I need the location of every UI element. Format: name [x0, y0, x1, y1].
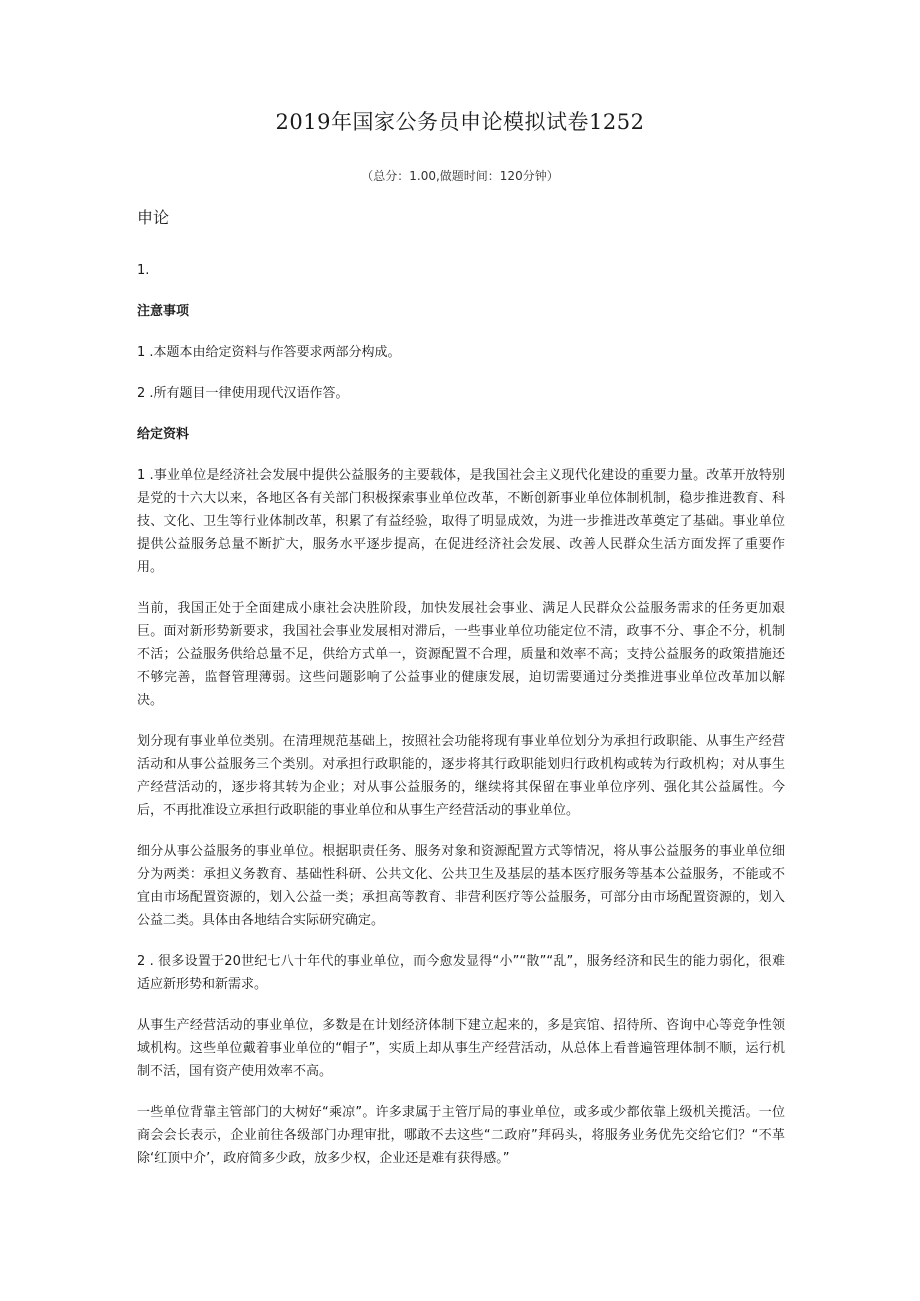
material-paragraph: 划分现有事业单位类别。在清理规范基础上，按照社会功能将现有事业单位划分为承担行政职能、从事生产经营活动和从事公益服务三个类别。对承担行政职能的，逐步将其行政职能划归行政机构或转为行政机构；对从事生产经营活动的，逐步将其转为企业；对从事公益服务的，继续将其保留在事业单位序列、强化其公益属性。今后，不再批准设立承担行政职能的事业单位和从事生产经营活动的事业单位。: [137, 734, 785, 818]
material-paragraph: 2 . 很多设置于20世纪七八十年代的事业单位，而今愈发显得“小”“散”“乱”，服务经济和民生的能力弱化，很难适应新形势和新需求。: [137, 954, 785, 992]
notice-heading: 注意事项: [137, 304, 190, 319]
material-paragraph: 1 .事业单位是经济社会发展中提供公益服务的主要载体，是我国社会主义现代化建设的重要力量。改革开放特别是党的十六大以来，各地区各有关部门积极探索事业单位改革，不断创新事业单位体制机制，稳步推进教育、科技、文化、卫生等行业体制改革，积累了有益经验，取得了明显成效，为进一步推进改革奠定了基础。事业单位提供公益服务总量不断扩大，服务水平逐步提高，在促进经济社会发展、改善人民群众生活方面发挥了重要作用。: [137, 468, 785, 575]
document-body: [137, 259, 785, 1188]
exam-meta: （总分：1.00,做题时间：120分钟）: [361, 169, 559, 183]
document-title: 2019年国家公务员申论模拟试卷1252: [275, 110, 645, 134]
materials-heading: 给定资料: [137, 427, 190, 442]
notice-item: 1 .本题本由给定资料与作答要求两部分构成。: [137, 345, 401, 360]
material-paragraph: 一些单位背靠主管部门的大树好“乘凉”。许多隶属于主管厅局的事业单位，或多或少都依靠上级机关揽活。一位商会会长表示，企业前往各级部门办理审批，哪敢不去这些“二政府”拜码头，将服务业务优先交给它们？“不革除‘红顶中介’，政府简多少政，放多少权，企业还是难有获得感。”: [137, 1105, 785, 1166]
material-paragraph: 当前，我国正处于全面建成小康社会决胜阶段，加快发展社会事业、满足人民群众公益服务需求的任务更加艰巨。面对新形势新要求，我国社会事业发展相对滞后，一些事业单位功能定位不清，政事不分、事企不分，机制不活；公益服务供给总量不足，供给方式单一，资源配置不合理，质量和效率不高；支持公益服务的政策措施还不够完善，监督管理薄弱。这些问题影响了公益事业的健康发展，迫切需要通过分类推进事业单位改革加以解决。: [137, 601, 785, 708]
question-number: 1.: [137, 263, 150, 278]
section-title: 申论: [137, 208, 170, 227]
material-paragraph: 细分从事公益服务的事业单位。根据职责任务、服务对象和资源配置方式等情况，将从事公益服务的事业单位细分为两类：承担义务教育、基础性科研、公共文化、公共卫生及基层的基本医疗服务等基本公益服务，不能或不宜由市场配置资源的，划入公益一类；承担高等教育、非营利医疗等公益服务，可部分由市场配置资源的，划入公益二类。具体由各地结合实际研究确定。: [137, 844, 785, 928]
material-paragraph: 从事生产经营活动的事业单位，多数是在计划经济体制下建立起来的，多是宾馆、招待所、咨询中心等竞争性领域机构。这些单位戴着事业单位的“帽子”，实质上却从事生产经营活动，从总体上看普遍管理体制不顺，运行机制不活，国有资产使用效率不高。: [137, 1018, 785, 1079]
notice-item: 2 .所有题目一律使用现代汉语作答。: [137, 386, 349, 401]
